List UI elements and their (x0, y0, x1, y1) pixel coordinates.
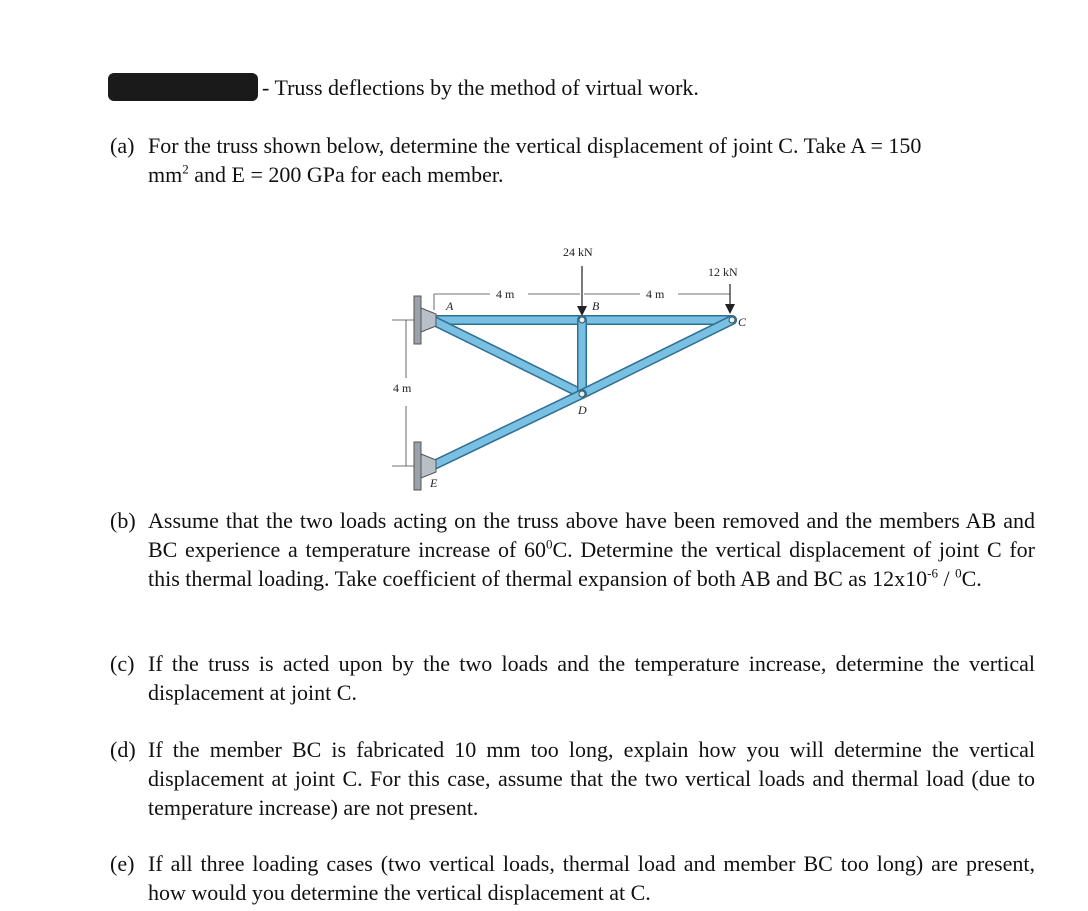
part-b-text (148, 506, 1035, 593)
load-b (563, 245, 593, 316)
heading-text: Truss deflections by the method of virtual work. (274, 75, 699, 100)
heading-dash: - (262, 75, 275, 100)
part-b-exponent: -6 (927, 565, 938, 581)
part-b (110, 506, 1035, 593)
load-c-label: 12 kN (708, 265, 738, 279)
part-e-label: (e) (110, 851, 135, 876)
joint-label-d: D (578, 403, 587, 417)
part-a-label: (a) (110, 133, 135, 158)
dim-ab-label: 4 m (496, 287, 515, 301)
part-d-label: (d) (110, 737, 136, 762)
redacted-question-number (108, 73, 258, 101)
part-a-line2: and E = 200 GPa for each member. (188, 162, 504, 187)
load-c (708, 265, 738, 314)
part-b-text-end: C. (961, 566, 982, 591)
part-c-label: (c) (110, 651, 135, 676)
part-b-degree-1: 0 (546, 536, 553, 552)
part-a (110, 131, 1035, 189)
part-b-label: (b) (110, 508, 136, 533)
joint-label-e: E (430, 476, 438, 490)
part-b-slash: / (937, 566, 956, 591)
part-a-text (148, 131, 1035, 189)
support-a (414, 296, 436, 344)
dimension-ae (392, 320, 414, 466)
dim-bc-label: 4 m (646, 287, 665, 301)
question-heading (108, 72, 699, 104)
part-b-text-pre: Assume that the two loads acting on the truss above have been removed and the members AB and BC experience a temperature increase of 60 (148, 508, 1035, 562)
joint-label-b: B (592, 299, 600, 313)
part-a-line1: For the truss shown below, determine the vertical displacement of joint C. Take A = 150 (148, 133, 922, 158)
part-d-text: If the member BC is fabricated 10 mm too long, explain how you will determine the vertical displacement at joint C. For this case, assume that the two vertical loads and thermal load (due to temperature increase) are not present. (148, 737, 1035, 820)
joint-label-c: C (738, 315, 747, 329)
part-b-degree-2: 0 (955, 565, 962, 581)
truss-figure (380, 238, 760, 508)
part-c-text: If the truss is acted upon by the two loads and the temperature increase, determine the vertical displacement at joint C. (148, 651, 1035, 705)
part-a-unit: mm (148, 162, 183, 187)
part-e-text: If all three loading cases (two vertical loads, thermal load and member BC too long) are present, how would you determine the vertical displacement at C. (148, 851, 1035, 905)
part-d (110, 735, 1035, 822)
dim-ae-label: 4 m (393, 381, 412, 395)
part-b-text-mid: C. Determine the vertical displacement of joint C for this thermal loading. Take coefficient of thermal expansion of both AB and BC as 12x10 (148, 537, 1035, 591)
joint-label-a: A (446, 299, 454, 313)
part-c (110, 649, 1035, 707)
part-e (110, 849, 1035, 907)
load-b-label: 24 kN (563, 245, 593, 259)
part-a-unit-exp: 2 (182, 161, 189, 177)
